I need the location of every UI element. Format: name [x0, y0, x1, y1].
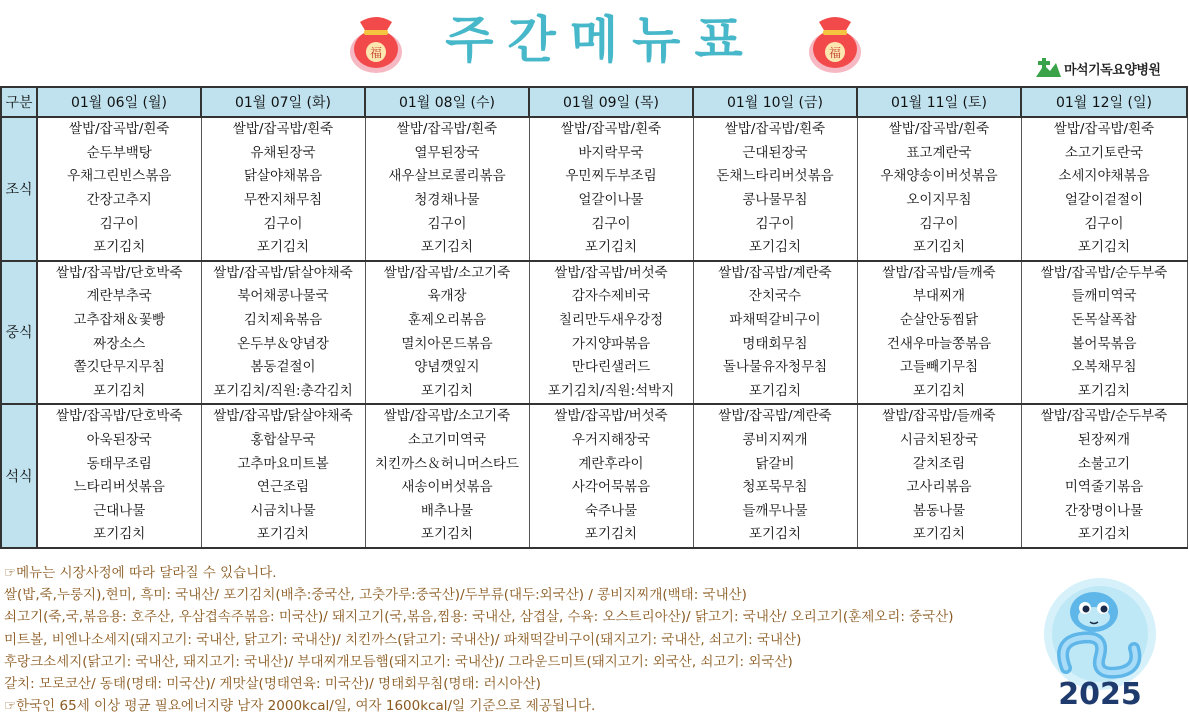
menu-cell: 아욱된장국: [37, 429, 201, 453]
menu-cell: 숙주나물: [529, 500, 693, 524]
menu-cell: 포기김치: [529, 236, 693, 261]
menu-cell: 포기김치: [365, 236, 529, 261]
year-label: 2025: [1058, 677, 1142, 712]
menu-cell: 감자수제비국: [529, 285, 693, 309]
menu-cell: 멸치아몬드볶음: [365, 332, 529, 356]
menu-cell: 들깨무나물: [693, 500, 857, 524]
menu-cell: 된장찌개: [1021, 429, 1187, 453]
menu-cell: 홍합살무국: [201, 429, 365, 453]
menu-cell: 쌀밥/잡곡밥/소고기죽: [365, 404, 529, 429]
day-header: 01월 07일 (화): [201, 87, 365, 117]
menu-cell: 느타리버섯볶음: [37, 476, 201, 500]
menu-cell: 새송이버섯볶음: [365, 476, 529, 500]
menu-cell: 김구이: [857, 212, 1021, 236]
menu-cell: 쌀밥/잡곡밥/흰죽: [37, 117, 201, 142]
menu-cell: 우채그린빈스볶음: [37, 165, 201, 189]
menu-cell: 갈치조림: [857, 452, 1021, 476]
menu-cell: 배추나물: [365, 500, 529, 524]
menu-cell: 포기김치: [201, 523, 365, 548]
menu-row: [1, 332, 1187, 356]
menu-cell: 계란후라이: [529, 452, 693, 476]
note-line: ☞메뉴는 시장사정에 따라 달라질 수 있습니다.: [4, 565, 277, 581]
lucky-bag-icon: [346, 8, 406, 74]
menu-cell: 쌀밥/잡곡밥/단호박죽: [37, 261, 201, 286]
menu-cell: 포기김치: [1021, 523, 1187, 548]
menu-row: [1, 523, 1187, 548]
menu-cell: 김구이: [365, 212, 529, 236]
menu-row: [1, 356, 1187, 380]
menu-cell: 소세지야채볶음: [1021, 165, 1187, 189]
menu-cell: 김구이: [37, 212, 201, 236]
menu-row: [1, 404, 1187, 429]
menu-cell: 쌀밥/잡곡밥/들깨죽: [857, 404, 1021, 429]
menu-cell: 우민찌두부조림: [529, 165, 693, 189]
menu-row: [1, 165, 1187, 189]
menu-cell: 돌나물유자청무침: [693, 356, 857, 380]
menu-cell: 짜장소스: [37, 332, 201, 356]
menu-cell: 포기김치: [1021, 236, 1187, 261]
day-header: 01월 11일 (토): [857, 87, 1021, 117]
menu-cell: 미역줄기볶음: [1021, 476, 1187, 500]
menu-cell: 고추마요미트볼: [201, 452, 365, 476]
menu-cell: 소불고기: [1021, 452, 1187, 476]
menu-cell: 동태무조림: [37, 452, 201, 476]
note-line: 갈치: 모로코산/ 동태(명태: 미국산)/ 게맛살(명태연육: 미국산)/ 명태회무침(명태: 러시아산): [4, 676, 541, 693]
menu-cell: 포기김치: [857, 523, 1021, 548]
menu-cell: 순두부백탕: [37, 142, 201, 166]
menu-cell: 포기김치: [857, 380, 1021, 405]
menu-cell: 쌀밥/잡곡밥/닭살야채죽: [201, 404, 365, 429]
menu-cell: 포기김치: [529, 523, 693, 548]
menu-cell: 쌀밥/잡곡밥/순두부죽: [1021, 404, 1187, 429]
menu-cell: 표고계란국: [857, 142, 1021, 166]
menu-row: [1, 380, 1187, 405]
menu-cell: 훈제오리볶음: [365, 309, 529, 333]
menu-cell: 쌀밥/잡곡밥/순두부죽: [1021, 261, 1187, 286]
menu-cell: 가지양파볶음: [529, 332, 693, 356]
menu-cell: 김구이: [1021, 212, 1187, 236]
menu-cell: 돈채느타리버섯볶음: [693, 165, 857, 189]
page-title: 주간메뉴표: [445, 11, 757, 69]
menu-cell: 포기김치: [37, 380, 201, 405]
menu-cell: 돈목살폭찹: [1021, 309, 1187, 333]
menu-cell: 포기김치: [693, 236, 857, 261]
menu-cell: 김치제육볶음: [201, 309, 365, 333]
menu-row: [1, 261, 1187, 286]
menu-row: [1, 212, 1187, 236]
menu-cell: 포기김치: [693, 380, 857, 405]
day-header: 01월 06일 (월): [37, 87, 201, 117]
menu-cell: 북어채콩나물국: [201, 285, 365, 309]
menu-cell: 봄동겉절이: [201, 356, 365, 380]
menu-cell: 김구이: [529, 212, 693, 236]
menu-cell: 김구이: [693, 212, 857, 236]
menu-cell: 얼갈이겉절이: [1021, 189, 1187, 213]
menu-cell: 콩나물무침: [693, 189, 857, 213]
menu-cell: 포기김치: [37, 523, 201, 548]
menu-cell: 포기김치: [693, 523, 857, 548]
menu-cell: 포기김치: [365, 523, 529, 548]
menu-cell: 쌀밥/잡곡밥/흰죽: [201, 117, 365, 142]
snake-2025-illustration: [1036, 572, 1164, 712]
menu-cell: 포기김치: [857, 236, 1021, 261]
menu-cell: 포기김치/직원:총각김치: [201, 380, 365, 405]
meal-label: 석식: [1, 404, 37, 548]
menu-cell: 만다린샐러드: [529, 356, 693, 380]
menu-cell: 포기김치/직원:석박지: [529, 380, 693, 405]
menu-row: [1, 429, 1187, 453]
menu-cell: 시금치된장국: [857, 429, 1021, 453]
lucky-bag-icon: [805, 8, 865, 74]
menu-cell: 소고기미역국: [365, 429, 529, 453]
menu-cell: 우거지해장국: [529, 429, 693, 453]
menu-cell: 유채된장국: [201, 142, 365, 166]
menu-cell: 간장명이나물: [1021, 500, 1187, 524]
page-header: [0, 0, 1189, 85]
menu-cell: 쌀밥/잡곡밥/흰죽: [529, 117, 693, 142]
menu-cell: 열무된장국: [365, 142, 529, 166]
menu-cell: 우채양송이버섯볶음: [857, 165, 1021, 189]
menu-cell: 쌀밥/잡곡밥/계란죽: [693, 404, 857, 429]
day-header: 01월 12일 (일): [1021, 87, 1187, 117]
menu-row: [1, 189, 1187, 213]
corner-label: 구분: [1, 87, 37, 117]
menu-cell: 닭살야채볶음: [201, 165, 365, 189]
note-line: ☞한국인 65세 이상 평균 필요에너지량 남자 2000kcal/일, 여자 1600kcal/일 기준으로 제공됩니다.: [4, 698, 596, 715]
menu-cell: 볼어묵볶음: [1021, 332, 1187, 356]
bag-glyph: 福: [369, 46, 383, 60]
menu-cell: 쌀밥/잡곡밥/버섯죽: [529, 261, 693, 286]
notes-section: [4, 562, 1034, 717]
menu-cell: 들깨미역국: [1021, 285, 1187, 309]
menu-cell: 무짠지채무침: [201, 189, 365, 213]
hospital-logo: [1034, 56, 1164, 80]
menu-cell: 포기김치: [37, 236, 201, 261]
menu-cell: 고들빼기무침: [857, 356, 1021, 380]
menu-cell: 시금치나물: [201, 500, 365, 524]
meal-label: 조식: [1, 117, 37, 261]
menu-row: [1, 117, 1187, 142]
menu-cell: 오복채무침: [1021, 356, 1187, 380]
menu-cell: 고사리볶음: [857, 476, 1021, 500]
day-header-row: [1, 87, 1187, 117]
menu-cell: 닭갈비: [693, 452, 857, 476]
menu-cell: 오이지무침: [857, 189, 1021, 213]
menu-cell: 새우살브로콜리볶음: [365, 165, 529, 189]
menu-cell: 근대나물: [37, 500, 201, 524]
day-header: 01월 08일 (수): [365, 87, 529, 117]
menu-cell: 명태회무침: [693, 332, 857, 356]
menu-cell: 칠리만두새우강정: [529, 309, 693, 333]
menu-cell: 부대찌개: [857, 285, 1021, 309]
menu-cell: 소고기토란국: [1021, 142, 1187, 166]
day-header: 01월 09일 (목): [529, 87, 693, 117]
menu-cell: 계란부추국: [37, 285, 201, 309]
menu-cell: 연근조림: [201, 476, 365, 500]
menu-cell: 쌀밥/잡곡밥/계란죽: [693, 261, 857, 286]
menu-row: [1, 309, 1187, 333]
menu-cell: 쌀밥/잡곡밥/소고기죽: [365, 261, 529, 286]
menu-cell: 근대된장국: [693, 142, 857, 166]
menu-cell: 김구이: [201, 212, 365, 236]
day-header: 01월 10일 (금): [693, 87, 857, 117]
menu-cell: 간장고추지: [37, 189, 201, 213]
menu-row: [1, 476, 1187, 500]
menu-cell: 바지락무국: [529, 142, 693, 166]
menu-cell: 잔치국수: [693, 285, 857, 309]
menu-cell: 양념깻잎지: [365, 356, 529, 380]
menu-row: [1, 500, 1187, 524]
menu-cell: 청포묵무침: [693, 476, 857, 500]
menu-cell: 포기김치: [365, 380, 529, 405]
menu-cell: 쌀밥/잡곡밥/흰죽: [1021, 117, 1187, 142]
menu-cell: 육개장: [365, 285, 529, 309]
menu-cell: 쌀밥/잡곡밥/닭살야채죽: [201, 261, 365, 286]
menu-cell: 쌀밥/잡곡밥/버섯죽: [529, 404, 693, 429]
menu-cell: 얼갈이나물: [529, 189, 693, 213]
menu-cell: 청경채나물: [365, 189, 529, 213]
menu-cell: 쌀밥/잡곡밥/흰죽: [365, 117, 529, 142]
menu-cell: 포기김치: [1021, 380, 1187, 405]
menu-cell: 봄동나물: [857, 500, 1021, 524]
menu-cell: 포기김치: [201, 236, 365, 261]
menu-cell: 쌀밥/잡곡밥/들깨죽: [857, 261, 1021, 286]
menu-cell: 사각어묵볶음: [529, 476, 693, 500]
bag-glyph: 福: [828, 46, 842, 60]
hospital-name: 마석기독요양병원: [1064, 62, 1161, 78]
menu-cell: 쫄깃단무지무침: [37, 356, 201, 380]
menu-cell: 쌀밥/잡곡밥/흰죽: [693, 117, 857, 142]
menu-cell: 파채떡갈비구이: [693, 309, 857, 333]
menu-row: [1, 285, 1187, 309]
menu-row: [1, 236, 1187, 261]
note-line: 후랑크소세지(닭고기: 국내산, 돼지고기: 국내산)/ 부대찌개모듬햄(돼지고기: 국내산)/ 그라운드미트(돼지고기: 외국산, 쇠고기: 외국산): [4, 653, 793, 670]
meal-label: 중식: [1, 261, 37, 405]
menu-cell: 고추잡채＆꽃빵: [37, 309, 201, 333]
note-line: 미트볼, 비엔나소세지(돼지고기: 국내산, 닭고기: 국내산)/ 치킨까스(닭고기: 국내산)/ 파채떡갈비구이(돼지고기: 국내산, 쇠고기: 국내산): [4, 631, 802, 648]
menu-row: [1, 452, 1187, 476]
weekly-menu-table: [0, 86, 1188, 549]
menu-cell: 순살안동찜닭: [857, 309, 1021, 333]
menu-cell: 온두부＆양념장: [201, 332, 365, 356]
menu-cell: 쌀밥/잡곡밥/단호박죽: [37, 404, 201, 429]
menu-cell: 건새우마늘쫑볶음: [857, 332, 1021, 356]
menu-cell: 콩비지찌개: [693, 429, 857, 453]
note-line: 쌀(밥,죽,누룽지),현미, 흑미: 국내산/ 포기김치(배추:중국산, 고춧가루:중국산)/두부류(대두:외국산) / 콩비지찌개(백태: 국내산): [4, 587, 747, 604]
menu-cell: 쌀밥/잡곡밥/흰죽: [857, 117, 1021, 142]
menu-cell: 치킨까스＆허니머스타드: [365, 452, 529, 476]
note-line: 쇠고기(죽,국,볶음용: 호주산, 우삼겹속주볶음: 미국산)/ 돼지고기(국,볶음,찜용: 국내산, 삼겹살, 수육: 오스트리아산)/ 닭고기: 국내산/ 오리고기(훈제오리: 중국산): [4, 609, 954, 626]
menu-row: [1, 142, 1187, 166]
cross-logo-icon: [1034, 57, 1062, 79]
